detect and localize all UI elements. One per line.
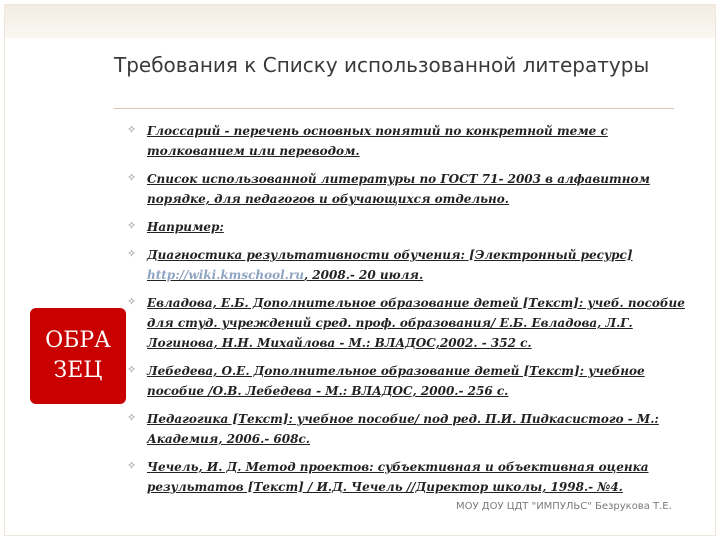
list-item-text: Чечель, И. Д. Метод проектов: субъективная и объективная оценка результатов [Текст] / И.Д. Чечель //Директор школы, 1998.- №4. xyxy=(147,460,649,494)
badge-line-2: ЗЕЦ xyxy=(53,358,103,383)
bullet-icon: ✧ xyxy=(127,363,137,376)
title-divider xyxy=(114,108,674,109)
list-item xyxy=(127,292,699,352)
list-item xyxy=(127,120,699,160)
list-item xyxy=(127,244,699,284)
list-item xyxy=(127,360,699,400)
bullet-list xyxy=(127,120,699,504)
list-item-text: Педагогика [Текст]: учебное пособие/ под ред. П.И. Пидкасистого - М.: Академия, 2006.- 608с. xyxy=(147,412,659,446)
list-item xyxy=(127,216,699,236)
bullet-icon: ✧ xyxy=(127,171,137,184)
bullet-icon: ✧ xyxy=(127,123,137,136)
bullet-icon: ✧ xyxy=(127,219,137,232)
list-item-text: Список использованной литературы по ГОСТ 71- 2003 в алфавитном порядке, для педагогов и обучающихся отдельно. xyxy=(147,172,650,206)
bullet-icon: ✧ xyxy=(127,247,137,260)
list-item xyxy=(127,168,699,208)
list-item xyxy=(127,456,699,496)
resource-link[interactable]: http://wiki.kmschool.ru xyxy=(147,268,304,282)
badge-line-1: ОБРА xyxy=(45,328,111,353)
list-item-text: Лебедева, О.Е. Дополнительное образование детей [Текст]: учебное пособие /О.В. Лебедева - М.: ВЛАДОС, 2000.- 256 с. xyxy=(147,364,645,398)
list-item xyxy=(127,408,699,448)
slide-title: Требования к Списку использованной литературы xyxy=(114,53,650,77)
bullet-icon: ✧ xyxy=(127,295,137,308)
bullet-icon: ✧ xyxy=(127,459,137,472)
list-item-text: Диагностика результативности обучения: [Электронный ресурс] xyxy=(147,248,633,262)
list-item-text: Например: xyxy=(147,220,224,234)
list-item-text: Евладова, Е.Б. Дополнительное образование детей [Текст]: учеб. пособие для студ. учреждений сред. проф. образования/ Е.Б. Евладова, Л.Г. Логинова, Н.Н. Михайлова - М.: ВЛАДОС,2002. - 352 с. xyxy=(147,296,685,350)
list-item-text: Глоссарий - перечень основных понятий по конкретной теме с толкованием или переводом. xyxy=(147,124,608,158)
slide-footer: МОУ ДОУ ЦДТ "ИМПУЛЬС" Безрукова Т.Е. xyxy=(456,501,672,512)
list-item-text-end: , 2008.- 20 июля. xyxy=(303,268,424,282)
sample-badge xyxy=(30,308,126,404)
bullet-icon: ✧ xyxy=(127,411,137,424)
